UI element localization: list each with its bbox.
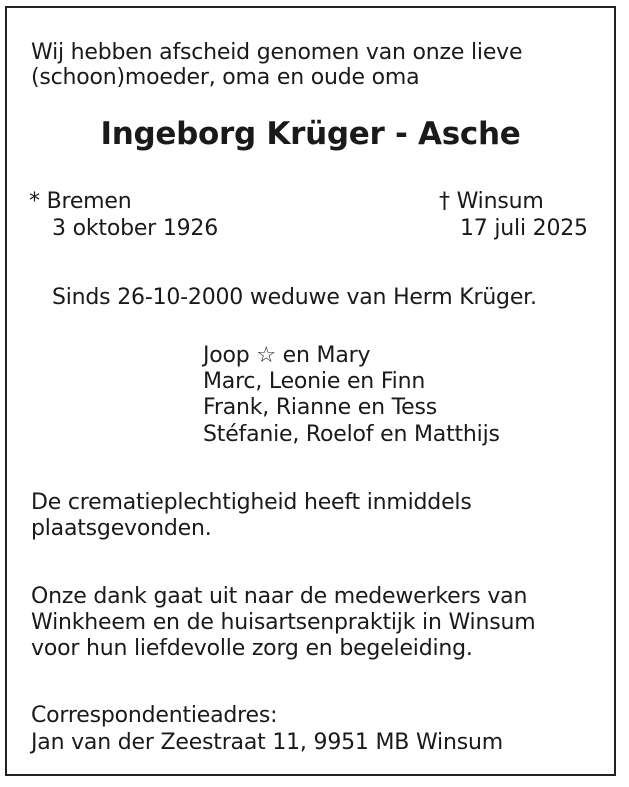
thanks-line-3: voor hun liefdevolle zorg en begeleiding. [31,636,473,661]
thanks-line-2: Winkheem en de huisartsenpraktijk in Winsum [31,610,536,635]
birth-date: 3 oktober 1926 [52,216,219,241]
family-line-1: Joop ☆ en Mary [203,343,371,368]
death-place: † Winsum [439,189,544,214]
family-line-2: Marc, Leonie en Finn [203,369,426,394]
deceased-name: Ingeborg Krüger - Asche [100,116,521,152]
death-date: 17 juli 2025 [460,216,588,241]
intro-line-2: (schoon)moeder, oma en oude oma [31,65,420,90]
widow-note: Sinds 26-10-2000 weduwe van Herm Krüger. [52,285,537,310]
correspondence-address: Jan van der Zeestraat 11, 9951 MB Winsum [31,730,503,755]
intro-line-1: Wij hebben afscheid genomen van onze lieve [31,40,523,65]
obituary-notice [5,6,616,776]
cremation-line-1: De crematieplechtigheid heeft inmiddels [31,490,472,515]
thanks-line-1: Onze dank gaat uit naar de medewerkers van [31,584,528,609]
family-line-3: Frank, Rianne en Tess [203,395,437,420]
correspondence-label: Correspondentieadres: [31,703,278,728]
cremation-line-2: plaatsgevonden. [31,516,212,541]
family-line-4: Stéfanie, Roelof en Matthijs [203,422,500,447]
birth-place: * Bremen [29,189,132,214]
